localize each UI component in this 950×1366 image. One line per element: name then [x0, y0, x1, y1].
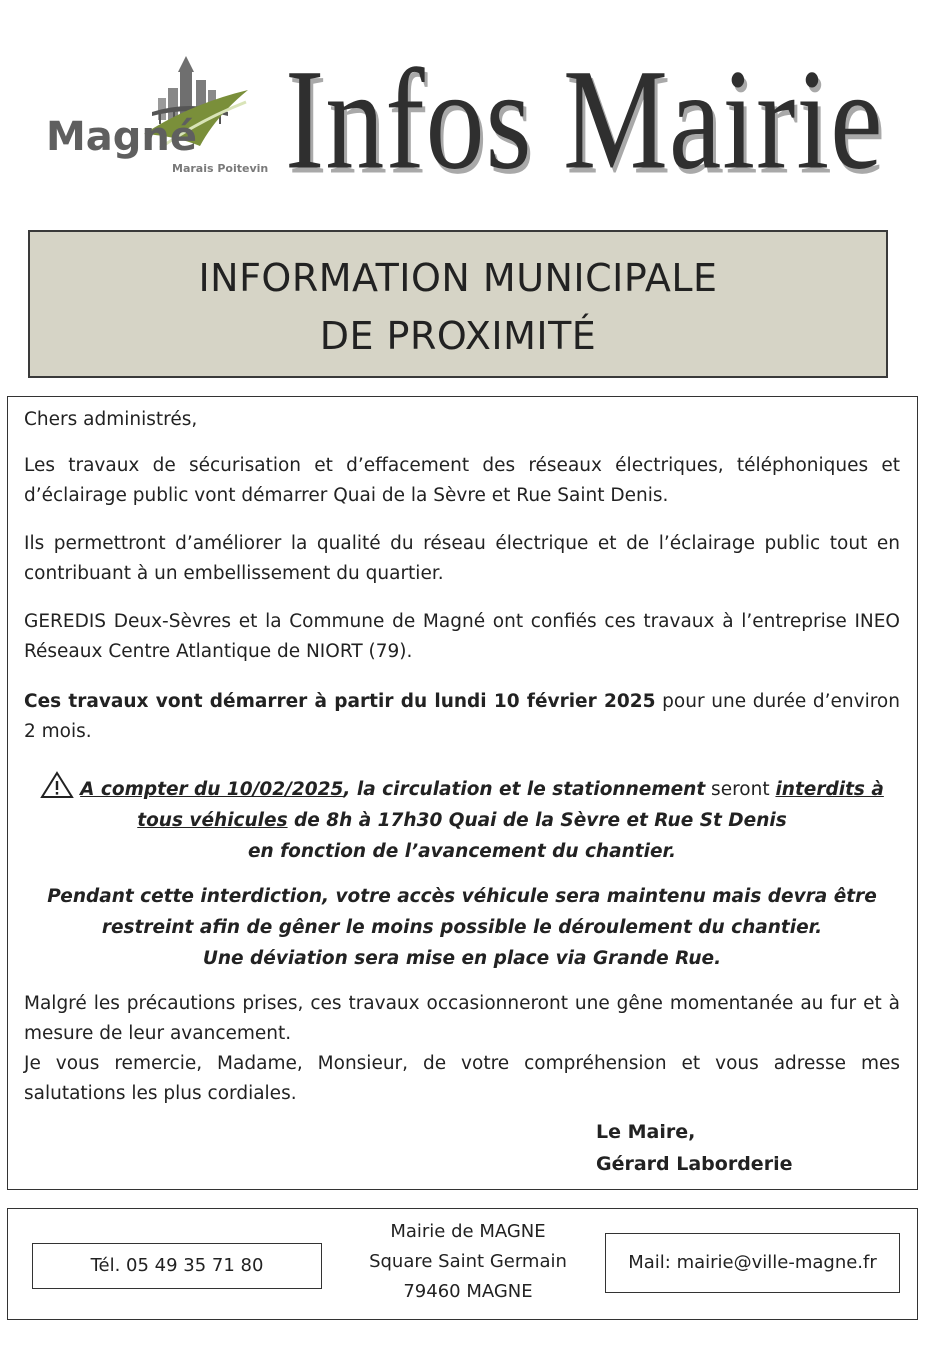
banner-line-2: DE PROXIMITÉ [319, 314, 597, 358]
paragraph-contractor: GEREDIS Deux-Sèvres et la Commune de Magné ont confiés ces travaux à l’entreprise INEO Réseaux Centre Atlantique de NIORT (79). [24, 611, 900, 662]
start-date-bold: Ces travaux vont démarrer à partir du lundi 10 février 2025 [24, 691, 656, 712]
paragraph-start-date [24, 687, 900, 747]
paragraph-works: Les travaux de sécurisation et d’effacement des réseaux électriques, téléphoniques et d’éclairage public vont démarrer Quai de la Sèvre et Rue Saint Denis. [24, 455, 900, 506]
interdiction-notice [24, 881, 900, 974]
greeting: Chers administrés, [24, 409, 198, 430]
magne-logo [40, 50, 269, 180]
address-line-2: Square Saint Germain [369, 1251, 567, 1272]
interdiction-line-2: restreint afin de gêner le moins possible le déroulement du chantier. [101, 917, 823, 938]
paragraph-thanks: Je vous remercie, Madame, Monsieur, de votre compréhension et vous adresse mes salutations les plus cordiales. [24, 1053, 900, 1104]
page-title: Infos Mairie [285, 39, 884, 200]
paragraph-improvement: Ils permettront d’améliorer la qualité du réseau électrique et de l’éclairage public tout en contribuant à un embellissement du quartier. [24, 533, 900, 584]
warning-line-3: en fonction de l’avancement du chantier. [247, 841, 677, 862]
warning-interdits: interdits à [775, 779, 884, 800]
signature-title: Le Maire, [596, 1121, 696, 1143]
interdiction-line-3: Une déviation sera mise en place via Grande Rue. [202, 948, 722, 969]
banner-line-1: INFORMATION MUNICIPALE [198, 256, 718, 300]
paragraph-precautions: Malgré les précautions prises, ces travaux occasionneront une gêne momentanée au fur et à mesure de leur avancement. [24, 993, 900, 1044]
warning-vehicules: tous véhicules [137, 810, 288, 831]
warning-notice [24, 771, 900, 867]
letter-box [7, 396, 918, 1190]
phone-box: Tél. 05 49 35 71 80 [32, 1243, 322, 1289]
warning-circulation: , la circulation et le stationnement [343, 779, 706, 800]
warning-seront: seront [705, 779, 776, 800]
footer [7, 1208, 918, 1320]
warning-date: A compter du 10/02/2025 [80, 779, 344, 800]
logo-town-name: Magné [46, 114, 198, 160]
duration-text: pour une durée d’environ 2 mois. [24, 691, 900, 742]
signature-name: Gérard Laborderie [596, 1153, 793, 1175]
email-box: Mail: mairie@ville-magne.fr [605, 1233, 900, 1293]
warning-triangle-icon [40, 771, 74, 799]
address-line-3: 79460 MAGNE [403, 1281, 533, 1302]
title-banner [28, 230, 888, 378]
logo-subtitle: Marais Poitevin [172, 162, 269, 175]
interdiction-line-1: Pendant cette interdiction, votre accès véhicule sera maintenu mais devra être [47, 886, 877, 907]
warning-hours: de 8h à 17h30 Quai de la Sèvre et Rue St Denis [287, 810, 787, 831]
address-line-1: Mairie de MAGNE [390, 1221, 546, 1242]
